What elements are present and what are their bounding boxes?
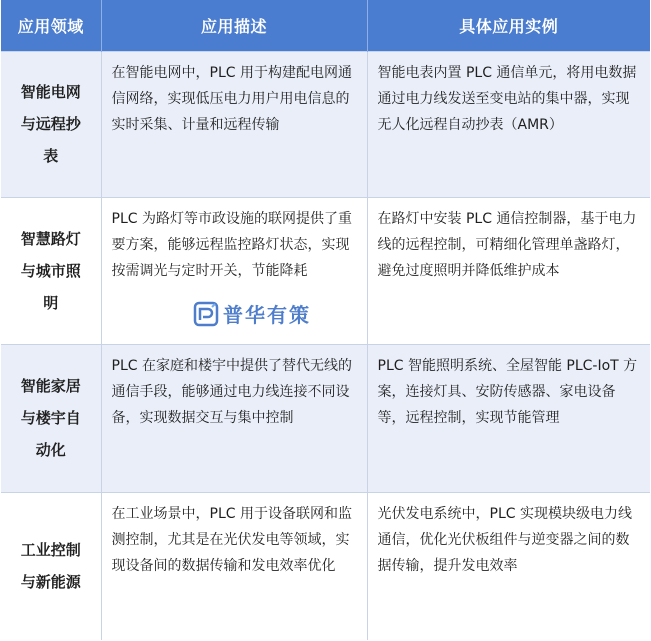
description-cell: 在工业场景中，PLC 用于设备联网和监测控制，尤其是在光伏发电等领域，实现设备间的数据传输和发电效率优化 (101, 492, 367, 640)
field-cell: 工业控制与新能源 (1, 492, 101, 640)
example-cell: PLC 智能照明系统、全屋智能 PLC-IoT 方案，连接灯具、安防传感器、家电设备等，远程控制，实现节能管理 (367, 344, 650, 492)
description-cell: 在智能电网中，PLC 用于构建配电网通信网络，实现低压电力用户用电信息的实时采集、计量和远程传输 (101, 51, 367, 197)
description-cell: PLC 为路灯等市政设施的联网提供了重要方案，能够远程监控路灯状态，实现按需调光与定时开关，节能降耗 (101, 197, 367, 344)
header-row (1, 0, 650, 51)
field-cell: 智能家居与楼宇自动化 (1, 344, 101, 492)
table-row (1, 51, 650, 197)
header-example: 具体应用实例 (459, 16, 559, 36)
table-row (1, 492, 650, 640)
header-description: 应用描述 (101, 0, 367, 51)
field-cell: 智慧路灯与城市照明 (1, 197, 101, 344)
field-cell: 智能电网与远程抄表 (1, 51, 101, 197)
example-cell: 光伏发电系统中，PLC 实现模块级电力线通信，优化光伏板组件与逆变器之间的数据传输，提升发电效率 (367, 492, 650, 640)
table-body (1, 51, 650, 640)
watermark-brand: 普华有策 (223, 303, 311, 327)
table-row (1, 344, 650, 492)
description-cell: PLC 在家庭和楼宇中提供了替代无线的通信手段，能够通过电力线连接不同设备，实现数据交互与集中控制 (101, 344, 367, 492)
header-field: 应用领域 (1, 0, 101, 51)
example-cell: 在路灯中安装 PLC 通信控制器，基于电力线的远程控制，可精细化管理单盏路灯，避免过度照明并降低维护成本 (367, 197, 650, 344)
example-cell: 智能电表内置 PLC 通信单元，将用电数据通过电力线发送至变电站的集中器，实现无人化远程自动抄表（AMR） (367, 51, 650, 197)
table-header (1, 0, 650, 51)
table-row (1, 197, 650, 344)
application-table (1, 0, 650, 640)
